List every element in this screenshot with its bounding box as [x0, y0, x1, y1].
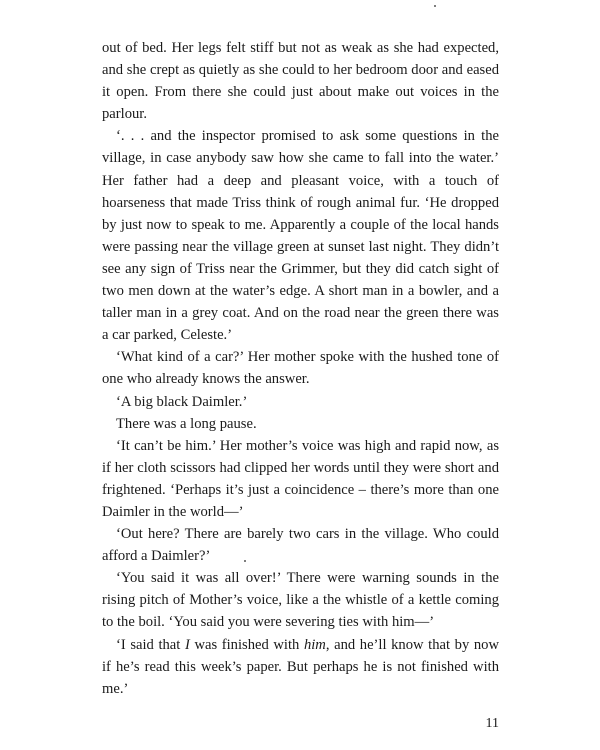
paragraph-8: ‘You said it was all over!’ There were warning sounds in the rising pitch of Mother’s voice, like a the whistle of a kettle coming to the boil. ‘You said you were severing ties with him—’	[102, 570, 499, 631]
paragraph-5: There was a long pause.	[116, 415, 257, 432]
emphasis-i: I	[184, 636, 190, 653]
paragraph-4: ‘A big black Daimler.’	[116, 393, 248, 410]
paragraph-9-part-3: , and he’ll know that by now if he’s read this week’s paper. But perhaps he is not finished with me.’	[102, 636, 499, 697]
paragraph-3: ‘What kind of a car?’ Her mother spoke with the hushed tone of one who already knows the answer.	[102, 349, 499, 388]
paragraph-6: ‘It can’t be him.’ Her mother’s voice was high and rapid now, as if her cloth scissors had clipped her words until they were short and frightened. ‘Perhaps it’s just a coincidence – there’s more than one Daimler in the world—’	[102, 437, 499, 520]
body-text	[102, 37, 499, 700]
paragraph-1: out of bed. Her legs felt stiff but not as weak as she had expected, and she crept as quietly as she could to her bedroom door and eased it open. From there she could just about make out voices in the parlour.	[102, 40, 499, 123]
scan-speck	[434, 5, 436, 7]
emphasis-him: him	[303, 636, 326, 653]
paragraph-9	[102, 634, 499, 700]
paragraph-2: ‘. . . and the inspector promised to ask some questions in the village, in case anybody saw how she came to fall into the water.’ Her father had a deep and pleasant voice, with a touch of hoarseness that made Triss think of rough animal fur. ‘He dropped by just now to speak to me. Apparently a couple of the local hands were passing near the village green at sunset last night. They didn’t see any sign of Triss near the Grimmer, but they did catch sight of two men down at the water’s edge. A short man in a bowler, and a taller man in a grey coat. And on the road near the green there was a car parked, Celeste.’	[102, 128, 499, 344]
paragraph-9-part-1: ‘I said that	[116, 636, 185, 653]
page-number: 11	[485, 716, 499, 731]
paragraph-7: ‘Out here? There are barely two cars in the village. Who could afford a Daimler?’	[102, 526, 499, 565]
scan-speck	[244, 560, 246, 562]
paragraph-9-part-2: was finished with	[189, 636, 304, 653]
